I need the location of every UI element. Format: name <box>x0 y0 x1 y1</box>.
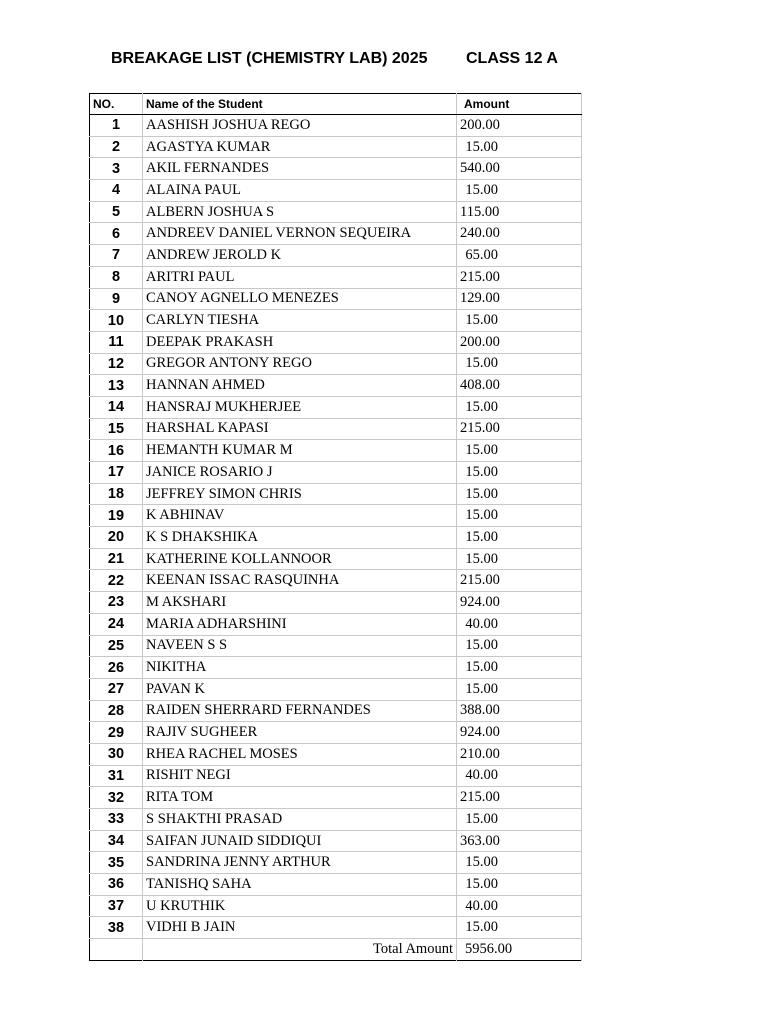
row-number: 28 <box>90 700 143 722</box>
table-row <box>90 787 582 809</box>
document-header <box>0 48 768 72</box>
amount-cell <box>457 288 582 310</box>
header-amount: Amount <box>457 94 582 115</box>
table-row <box>90 613 582 635</box>
table-row <box>90 115 582 137</box>
table-row <box>90 592 582 614</box>
student-name: CARLYN TIESHA <box>143 310 457 332</box>
row-number: 30 <box>90 743 143 765</box>
row-number: 36 <box>90 874 143 896</box>
amount-cell <box>457 201 582 223</box>
amount-value: 215.00 <box>460 572 500 589</box>
table-row <box>90 396 582 418</box>
amount-cell <box>457 570 582 592</box>
student-name: VIDHI B JAIN <box>143 917 457 939</box>
amount-cell <box>457 657 582 679</box>
row-number: 26 <box>90 657 143 679</box>
student-name: AGASTYA KUMAR <box>143 136 457 158</box>
row-number: 35 <box>90 852 143 874</box>
amount-cell <box>457 613 582 635</box>
student-name: HANSRAJ MUKHERJEE <box>143 396 457 418</box>
amount-value: 15.00 <box>465 854 498 871</box>
row-number: 17 <box>90 462 143 484</box>
amount-cell <box>457 180 582 202</box>
row-number: 27 <box>90 678 143 700</box>
student-name: ANDREEV DANIEL VERNON SEQUEIRA <box>143 223 457 245</box>
row-number: 4 <box>90 180 143 202</box>
amount-cell <box>457 462 582 484</box>
amount-value: 15.00 <box>465 398 498 415</box>
student-name: K S DHAKSHIKA <box>143 527 457 549</box>
table-row <box>90 743 582 765</box>
student-name: RHEA RACHEL MOSES <box>143 743 457 765</box>
table-row <box>90 440 582 462</box>
table-row <box>90 180 582 202</box>
amount-cell <box>457 809 582 831</box>
amount-value: 540.00 <box>460 160 500 177</box>
student-name: CANOY AGNELLO MENEZES <box>143 288 457 310</box>
amount-cell <box>457 266 582 288</box>
breakage-table <box>89 93 582 961</box>
row-number: 15 <box>90 418 143 440</box>
student-name: NIKITHA <box>143 657 457 679</box>
document-title: BREAKAGE LIST (CHEMISTRY LAB) 2025 <box>111 50 428 67</box>
table-row <box>90 201 582 223</box>
student-name: ARITRI PAUL <box>143 266 457 288</box>
student-name: RAIDEN SHERRARD FERNANDES <box>143 700 457 722</box>
table-row <box>90 462 582 484</box>
row-number: 19 <box>90 505 143 527</box>
row-number: 23 <box>90 592 143 614</box>
class-label: CLASS 12 A <box>466 50 558 67</box>
student-name: HANNAN AHMED <box>143 375 457 397</box>
amount-value: 40.00 <box>465 897 498 914</box>
student-name: JANICE ROSARIO J <box>143 462 457 484</box>
student-name: DEEPAK PRAKASH <box>143 331 457 353</box>
table-row <box>90 353 582 375</box>
amount-value: 15.00 <box>465 875 498 892</box>
amount-value: 15.00 <box>465 810 498 827</box>
row-number: 38 <box>90 917 143 939</box>
table-row <box>90 830 582 852</box>
table-row <box>90 722 582 744</box>
amount-value: 15.00 <box>465 680 498 697</box>
amount-cell <box>457 635 582 657</box>
student-name: KEENAN ISSAC RASQUINHA <box>143 570 457 592</box>
amount-value: 15.00 <box>465 442 498 459</box>
student-name: TANISHQ SAHA <box>143 874 457 896</box>
amount-cell <box>457 353 582 375</box>
row-number: 6 <box>90 223 143 245</box>
table-row <box>90 527 582 549</box>
header-name: Name of the Student <box>143 94 457 115</box>
student-name: ALAINA PAUL <box>143 180 457 202</box>
table-row <box>90 895 582 917</box>
amount-value: 15.00 <box>465 919 498 936</box>
amount-value: 200.00 <box>460 333 500 350</box>
amount-cell <box>457 505 582 527</box>
header-no: NO. <box>90 94 143 115</box>
row-number: 20 <box>90 527 143 549</box>
total-blank-cell <box>90 939 143 961</box>
amount-value: 210.00 <box>460 745 500 762</box>
table-row <box>90 917 582 939</box>
amount-value: 200.00 <box>460 116 500 133</box>
row-number: 29 <box>90 722 143 744</box>
row-number: 22 <box>90 570 143 592</box>
amount-value: 924.00 <box>460 593 500 610</box>
table-row <box>90 700 582 722</box>
table-header-row <box>90 94 582 115</box>
row-number: 3 <box>90 158 143 180</box>
amount-cell <box>457 483 582 505</box>
table-row <box>90 418 582 440</box>
row-number: 16 <box>90 440 143 462</box>
student-name: S SHAKTHI PRASAD <box>143 809 457 831</box>
amount-cell <box>457 722 582 744</box>
amount-value: 15.00 <box>465 507 498 524</box>
student-name: U KRUTHIK <box>143 895 457 917</box>
total-value: 5956.00 <box>457 939 582 961</box>
amount-cell <box>457 158 582 180</box>
amount-value: 15.00 <box>465 355 498 372</box>
amount-value: 15.00 <box>465 181 498 198</box>
amount-cell <box>457 245 582 267</box>
amount-cell <box>457 917 582 939</box>
amount-value: 240.00 <box>460 225 500 242</box>
table-row <box>90 136 582 158</box>
amount-value: 65.00 <box>465 246 498 263</box>
amount-value: 40.00 <box>465 767 498 784</box>
amount-value: 15.00 <box>465 659 498 676</box>
row-number: 33 <box>90 809 143 831</box>
amount-value: 40.00 <box>465 615 498 632</box>
row-number: 12 <box>90 353 143 375</box>
total-label: Total Amount <box>143 939 457 961</box>
amount-cell <box>457 743 582 765</box>
table-row <box>90 375 582 397</box>
amount-cell <box>457 115 582 137</box>
row-number: 31 <box>90 765 143 787</box>
amount-value: 215.00 <box>460 420 500 437</box>
amount-cell <box>457 852 582 874</box>
amount-cell <box>457 418 582 440</box>
amount-value: 388.00 <box>460 702 500 719</box>
row-number: 13 <box>90 375 143 397</box>
student-name: GREGOR ANTONY REGO <box>143 353 457 375</box>
amount-value: 408.00 <box>460 377 500 394</box>
table-row <box>90 158 582 180</box>
row-number: 32 <box>90 787 143 809</box>
amount-cell <box>457 874 582 896</box>
table-row <box>90 331 582 353</box>
row-number: 1 <box>90 115 143 137</box>
row-number: 25 <box>90 635 143 657</box>
table-row <box>90 852 582 874</box>
amount-value: 363.00 <box>460 832 500 849</box>
row-number: 11 <box>90 331 143 353</box>
amount-cell <box>457 223 582 245</box>
amount-cell <box>457 331 582 353</box>
student-name: NAVEEN S S <box>143 635 457 657</box>
student-name: K ABHINAV <box>143 505 457 527</box>
table-row <box>90 288 582 310</box>
amount-cell <box>457 678 582 700</box>
total-row <box>90 939 582 961</box>
amount-cell <box>457 396 582 418</box>
row-number: 2 <box>90 136 143 158</box>
table-body <box>90 115 582 961</box>
amount-value: 215.00 <box>460 789 500 806</box>
row-number: 34 <box>90 830 143 852</box>
student-name: RAJIV SUGHEER <box>143 722 457 744</box>
amount-value: 15.00 <box>465 637 498 654</box>
amount-cell <box>457 700 582 722</box>
student-name: AASHISH JOSHUA REGO <box>143 115 457 137</box>
amount-cell <box>457 136 582 158</box>
table-row <box>90 874 582 896</box>
amount-value: 15.00 <box>465 528 498 545</box>
table-row <box>90 310 582 332</box>
amount-value: 15.00 <box>465 312 498 329</box>
table-row <box>90 678 582 700</box>
table-row <box>90 548 582 570</box>
student-name: PAVAN K <box>143 678 457 700</box>
amount-cell <box>457 527 582 549</box>
student-name: HARSHAL KAPASI <box>143 418 457 440</box>
amount-cell <box>457 895 582 917</box>
student-name: RITA TOM <box>143 787 457 809</box>
row-number: 21 <box>90 548 143 570</box>
row-number: 14 <box>90 396 143 418</box>
table-row <box>90 266 582 288</box>
amount-value: 924.00 <box>460 724 500 741</box>
row-number: 9 <box>90 288 143 310</box>
amount-cell <box>457 375 582 397</box>
student-name: ALBERN JOSHUA S <box>143 201 457 223</box>
amount-cell <box>457 548 582 570</box>
table-row <box>90 245 582 267</box>
table-row <box>90 570 582 592</box>
amount-cell <box>457 765 582 787</box>
amount-value: 215.00 <box>460 268 500 285</box>
table-row <box>90 635 582 657</box>
table-row <box>90 505 582 527</box>
row-number: 18 <box>90 483 143 505</box>
row-number: 24 <box>90 613 143 635</box>
table-row <box>90 765 582 787</box>
amount-cell <box>457 787 582 809</box>
table-row <box>90 223 582 245</box>
student-name: SAIFAN JUNAID SIDDIQUI <box>143 830 457 852</box>
amount-cell <box>457 592 582 614</box>
student-name: SANDRINA JENNY ARTHUR <box>143 852 457 874</box>
row-number: 5 <box>90 201 143 223</box>
amount-value: 15.00 <box>465 485 498 502</box>
amount-cell <box>457 440 582 462</box>
student-name: HEMANTH KUMAR M <box>143 440 457 462</box>
row-number: 10 <box>90 310 143 332</box>
table-row <box>90 809 582 831</box>
amount-value: 115.00 <box>460 203 500 220</box>
amount-value: 15.00 <box>465 138 498 155</box>
amount-value: 15.00 <box>465 463 498 480</box>
row-number: 7 <box>90 245 143 267</box>
student-name: KATHERINE KOLLANNOOR <box>143 548 457 570</box>
amount-cell <box>457 310 582 332</box>
table-row <box>90 483 582 505</box>
amount-value: 129.00 <box>460 290 500 307</box>
student-name: M AKSHARI <box>143 592 457 614</box>
amount-value: 15.00 <box>465 550 498 567</box>
student-name: RISHIT NEGI <box>143 765 457 787</box>
student-name: MARIA ADHARSHINI <box>143 613 457 635</box>
row-number: 37 <box>90 895 143 917</box>
row-number: 8 <box>90 266 143 288</box>
student-name: ANDREW JEROLD K <box>143 245 457 267</box>
student-name: JEFFREY SIMON CHRIS <box>143 483 457 505</box>
student-name: AKIL FERNANDES <box>143 158 457 180</box>
amount-cell <box>457 830 582 852</box>
table-row <box>90 657 582 679</box>
